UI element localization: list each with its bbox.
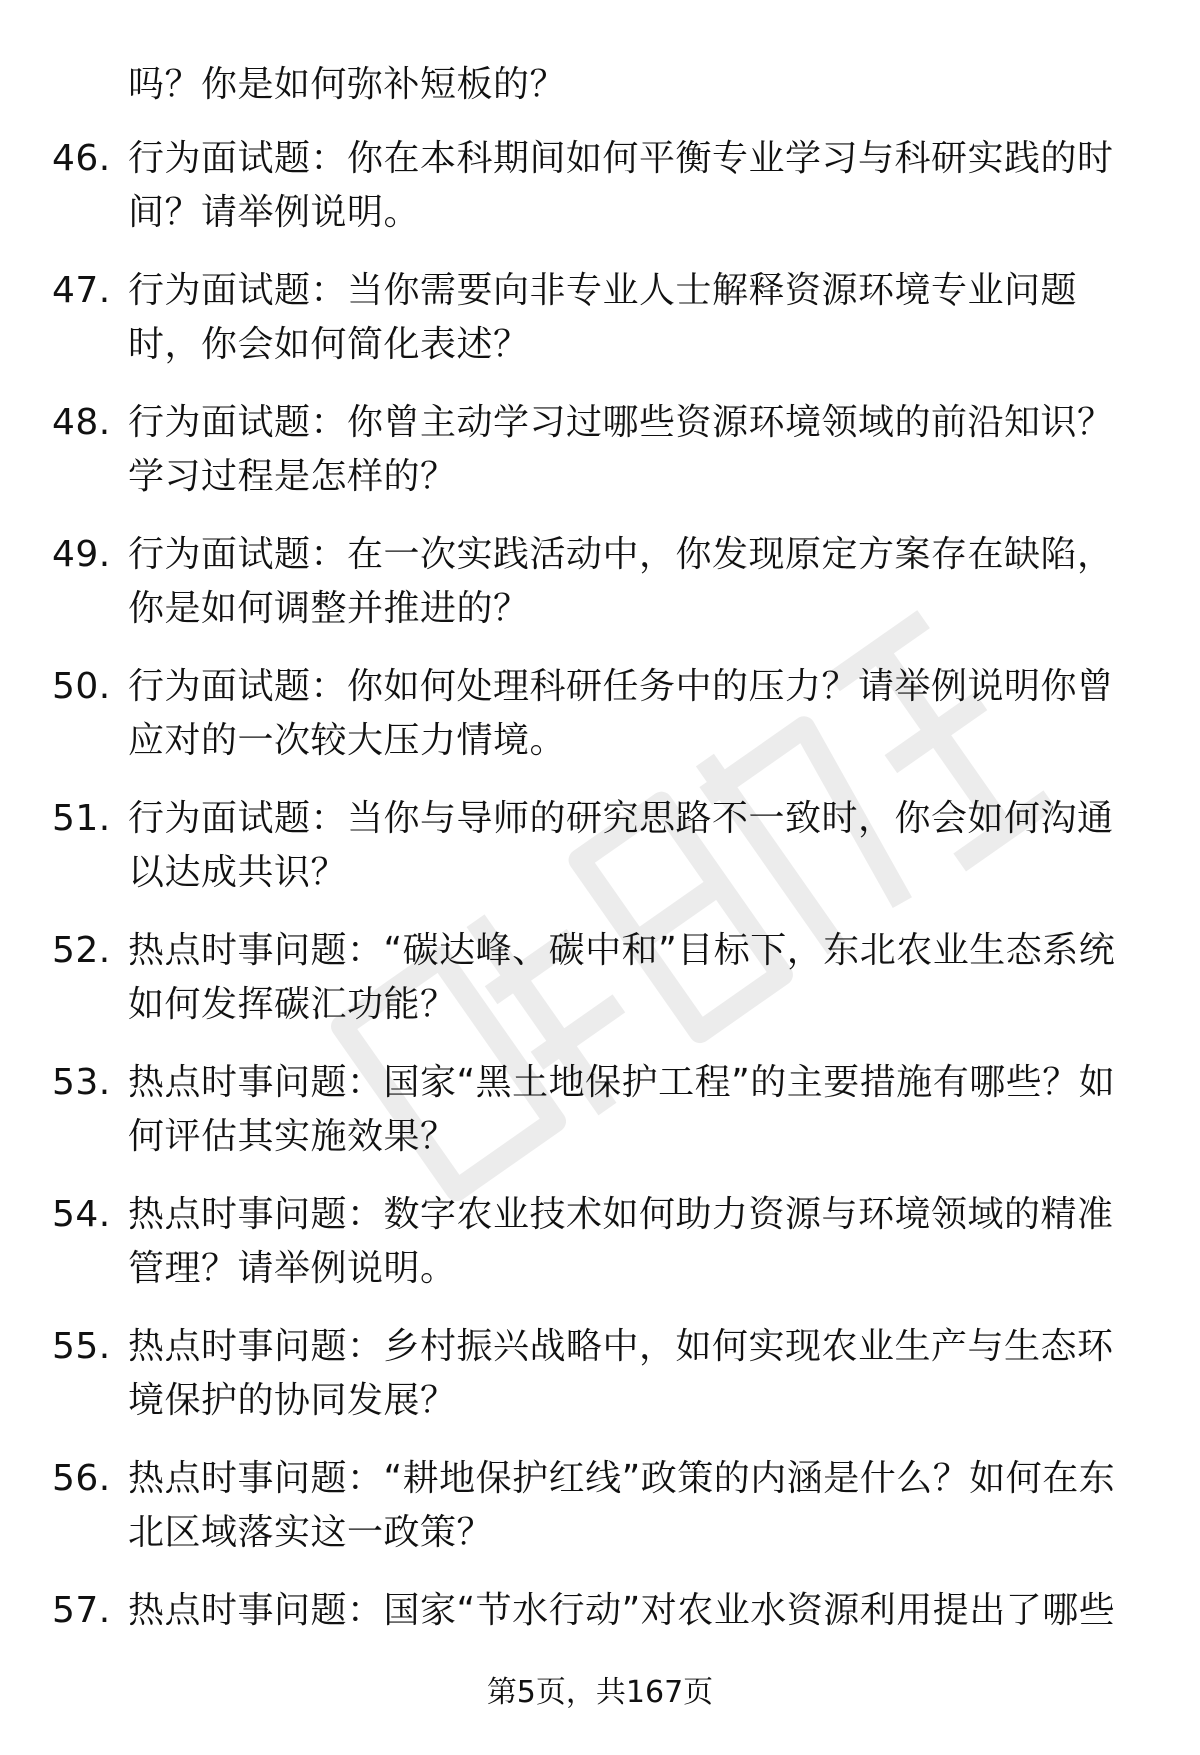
item-text: 热点时事问题：国家“节水行动”对农业水资源利用提出了哪些 <box>128 1590 1116 1631</box>
item-text: 行为面试题：你如何处理科研任务中的压力？请举例说明你曾应对的一次较大压力情境。 <box>128 666 1114 761</box>
item-text: 行为面试题：当你需要向非专业人士解释资源环境专业问题时，你会如何简化表述？ <box>128 270 1078 365</box>
item-text: 热点时事问题：国家“黑土地保护工程”的主要措施有哪些？如何评估其实施效果？ <box>128 1062 1116 1157</box>
item-number: 49. <box>52 534 111 575</box>
question-list <box>52 58 1142 1662</box>
item-number: 56. <box>52 1458 111 1499</box>
list-item <box>52 1584 1142 1638</box>
item-text: 热点时事问题：“碳达峰、碳中和”目标下，东北农业生态系统如何发挥碳汇功能？ <box>128 930 1116 1025</box>
item-text: 行为面试题：当你与导师的研究思路不一致时，你会如何沟通以达成共识？ <box>128 798 1114 893</box>
list-item <box>52 1056 1142 1164</box>
item-number: 51. <box>52 798 111 839</box>
item-number: 53. <box>52 1062 111 1103</box>
item-text: 热点时事问题：乡村振兴战略中，如何实现农业生产与生态环境保护的协同发展？ <box>128 1326 1114 1421</box>
list-item <box>52 924 1142 1032</box>
list-item <box>52 1320 1142 1428</box>
item-number: 50. <box>52 666 111 707</box>
list-item <box>52 528 1142 636</box>
list-item <box>52 1452 1142 1560</box>
list-item <box>52 396 1142 504</box>
list-item-continuation <box>52 58 1142 112</box>
page-footer: 第5页，共167页 <box>486 1675 714 1710</box>
item-number: 55. <box>52 1326 111 1367</box>
item-number: 57. <box>52 1590 111 1631</box>
item-number: 48. <box>52 402 111 443</box>
item-number: 52. <box>52 930 111 971</box>
item-text: 行为面试题：在一次实践活动中，你发现原定方案存在缺陷，你是如何调整并推进的？ <box>128 534 1114 629</box>
list-item <box>52 792 1142 900</box>
list-item <box>52 132 1142 240</box>
item-number: 46. <box>52 138 111 179</box>
item-text: 热点时事问题：“耕地保护红线”政策的内涵是什么？如何在东北区域落实这一政策？ <box>128 1458 1116 1553</box>
item-text: 行为面试题：你在本科期间如何平衡专业学习与科研实践的时间？请举例说明。 <box>128 138 1114 233</box>
item-number: 47. <box>52 270 111 311</box>
list-item <box>52 264 1142 372</box>
item-number: 54. <box>52 1194 111 1235</box>
list-item <box>52 660 1142 768</box>
continuation-text: 吗？你是如何弥补短板的？ <box>128 64 567 105</box>
item-text: 行为面试题：你曾主动学习过哪些资源环境领域的前沿知识？学习过程是怎样的？ <box>128 402 1114 497</box>
item-text: 热点时事问题：数字农业技术如何助力资源与环境领域的精准管理？请举例说明。 <box>128 1194 1114 1289</box>
list-item <box>52 1188 1142 1296</box>
